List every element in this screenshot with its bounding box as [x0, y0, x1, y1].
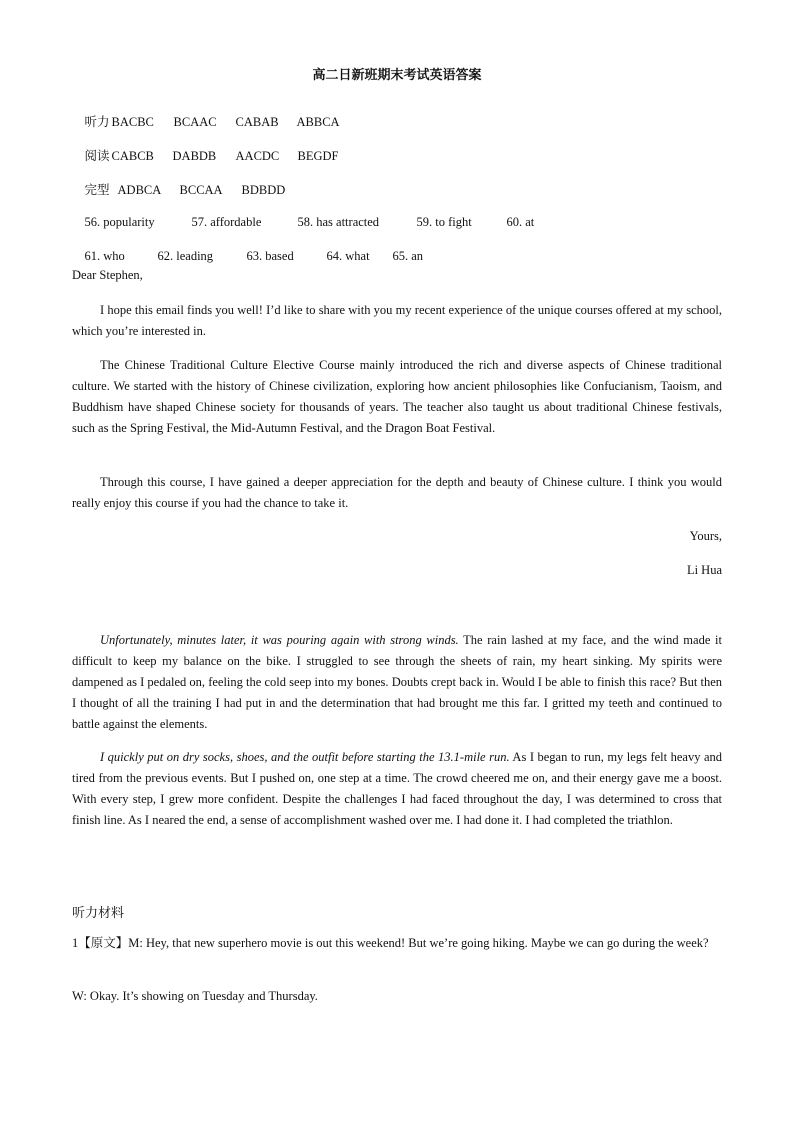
grammar-answer: 64. what: [326, 249, 370, 263]
letter-closing: Yours,: [689, 529, 722, 543]
grammar-answer: 62. leading: [157, 249, 214, 263]
grammar-answer: 63. based: [246, 249, 294, 263]
grammar-answer: 61. who: [84, 249, 125, 263]
grammar-answer: 65. an: [392, 249, 424, 263]
answer-group: DABDB: [172, 149, 217, 163]
letter-signature: Li Hua: [686, 563, 722, 577]
grammar-answer: 59. to fight: [416, 215, 472, 229]
item-prefix: 1【原文】: [72, 936, 129, 950]
listening-material-heading: 听力材料: [72, 905, 125, 920]
continuation-paragraph-1: [72, 630, 722, 735]
answer-group: ABBCA: [296, 115, 340, 129]
letter-salutation: Dear Stephen,: [72, 268, 143, 282]
listening-item-1: [72, 933, 722, 954]
continuation-body: As I began to run, my legs felt heavy and tired from the previous events. But I pushed on, one step at a time. The crowd cheered me on, and their energy gave me a boost. With every step, I grew more confident. Despite the challenges I had faced throughout the day, I was determined to cross that finish line. As I neared the end, a sense of accomplishment washed over me. I had done it. I had completed the triathlon.: [72, 750, 722, 827]
answer-group: CABCB: [111, 149, 154, 163]
continuation-paragraph-2: [72, 747, 722, 831]
continuation-lead-sentence: I quickly put on dry socks, shoes, and the outfit before starting the 13.1-mile run.: [100, 750, 510, 764]
page-title: 高二日新班期末考试英语答案: [312, 67, 482, 82]
grammar-answer: 58. has attracted: [297, 215, 380, 229]
dialogue-line-m: M: Hey, that new superhero movie is out this weekend! But we’re going hiking. Maybe we can go during the week?: [128, 936, 709, 950]
grammar-answer: 60. at: [506, 215, 535, 229]
listening-label: 听力: [84, 115, 110, 129]
continuation-body: The rain lashed at my face, and the wind made it difficult to keep my balance on the bike. I struggled to see through the sheets of rain, my heart sinking. My spirits were dampened as I pedaled on, feeling the cold seep into my bones. Doubts crept back in. Would I be able to finish this race? But then I thought of all the training I had put in and the determination that had brought me this far. I gritted my teeth and continued to battle against the elements.: [72, 633, 722, 731]
letter-paragraph-3: Through this course, I have gained a deeper appreciation for the depth and beauty of Chinese culture. I think you would really enjoy this course if you had the chance to take it.: [72, 475, 722, 510]
cloze-label: 完型: [84, 183, 110, 197]
answer-group: BCAAC: [173, 115, 217, 129]
answer-group: CABAB: [235, 115, 279, 129]
reading-label: 阅读: [84, 149, 110, 163]
continuation-lead-sentence: Unfortunately, minutes later, it was pouring again with strong winds.: [100, 633, 459, 647]
answer-group: BEGDF: [297, 149, 339, 163]
grammar-answer: 56. popularity: [84, 215, 155, 229]
answer-group: AACDC: [235, 149, 280, 163]
answer-group: BCCAA: [179, 183, 223, 197]
answer-group: ADBCA: [117, 183, 162, 197]
grammar-answer: 57. affordable: [191, 215, 262, 229]
letter-paragraph-1: I hope this email finds you well! I’d like to share with you my recent experience of the unique courses offered at my school, which you’re interested in.: [72, 303, 722, 338]
answer-group: BDBDD: [241, 183, 286, 197]
answer-group: BACBC: [111, 115, 154, 129]
dialogue-line-w: W: Okay. It’s showing on Tuesday and Thursday.: [72, 989, 318, 1003]
letter-paragraph-2: The Chinese Traditional Culture Elective Course mainly introduced the rich and diverse aspects of Chinese traditional culture. We started with the history of Chinese civilization, exploring how ancient philosophies like Confucianism, Taoism, and Buddhism have shaped Chinese society for thousands of years. The teacher also taught us about traditional Chinese festivals, such as the Spring Festival, the Mid-Autumn Festival, and the Dragon Boat Festival.: [72, 358, 722, 435]
